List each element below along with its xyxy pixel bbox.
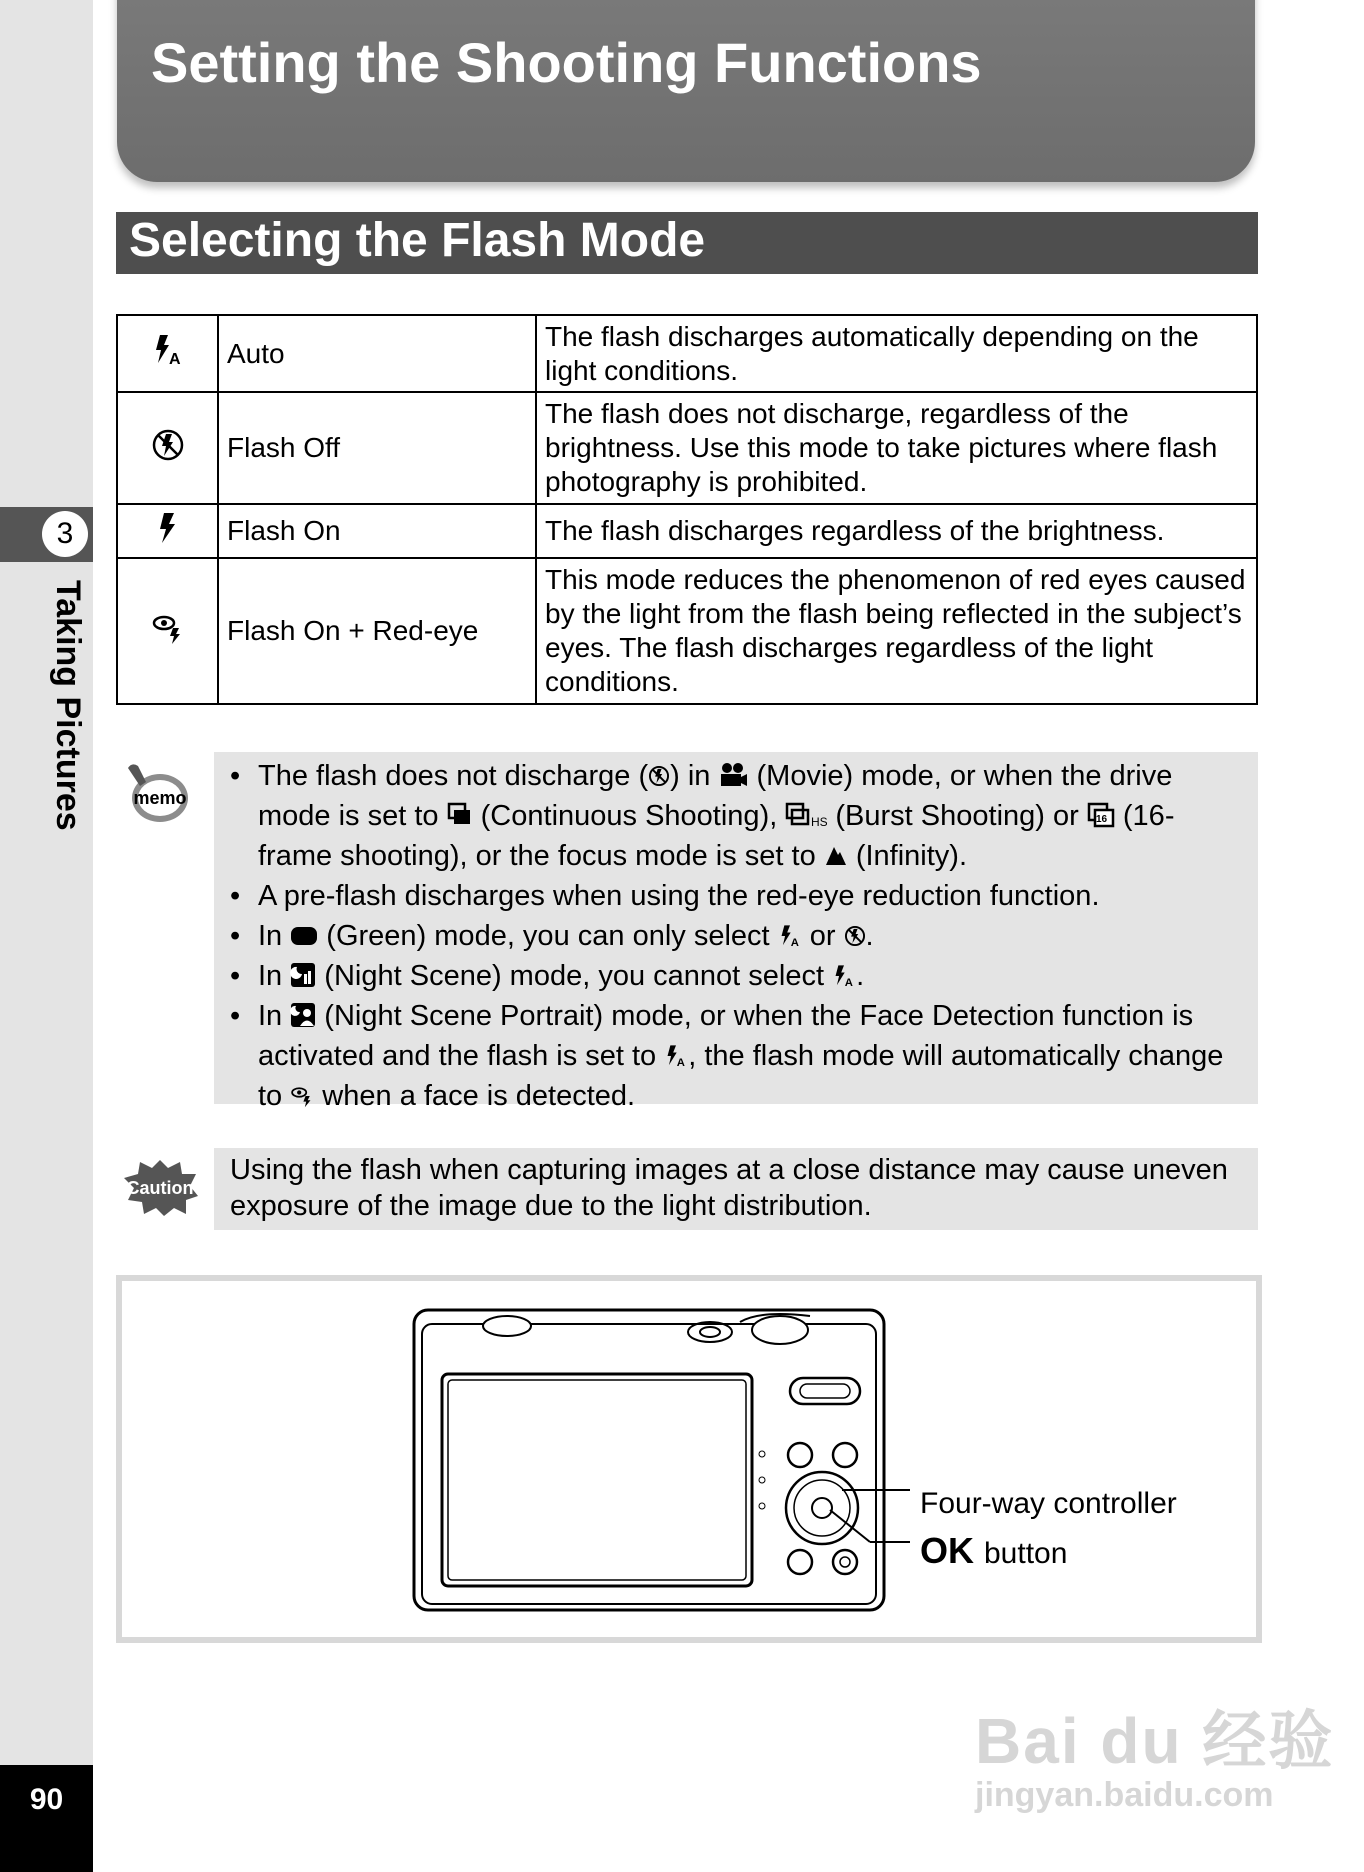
infinity-mountain-icon <box>824 843 848 867</box>
table-row <box>117 315 1257 392</box>
table-row <box>117 392 1257 504</box>
flash-auto-icon <box>778 924 802 948</box>
flash-off-icon <box>117 392 218 504</box>
flash-mode-description: The flash discharges automatically depending on the light conditions. <box>536 315 1257 392</box>
camera-back-illustration <box>410 1300 910 1620</box>
memo-bullet: • The flash does not discharge ( ) in (Movie) mode, or when the drive mode is set to (Continuous Shooting), HS (Burst Shooting) or 16 (16-frame shooting), or the focus mode is set to (Infinity). <box>228 756 1248 876</box>
svg-text:memo: memo <box>133 788 187 808</box>
movie-icon <box>718 762 748 788</box>
sixteen-frame-icon <box>1087 802 1115 828</box>
table-row <box>117 558 1257 704</box>
flash-redeye-icon <box>117 558 218 704</box>
memo-bullet: • A pre-flash discharges when using the red-eye reduction function. <box>228 876 1248 916</box>
memo-icon <box>122 760 192 829</box>
page-title: Setting the Shooting Functions <box>151 31 982 94</box>
memo-box <box>214 752 1258 1112</box>
four-way-controller-label: Four-way controller <box>920 1487 1177 1520</box>
ok-symbol: OK <box>920 1530 974 1571</box>
caution-box <box>214 1148 1258 1230</box>
chapter-number: 3 <box>42 511 88 557</box>
caution-icon <box>120 1158 200 1223</box>
page-number: 90 <box>0 1765 93 1872</box>
memo-bullet: • In (Night Scene) mode, you cannot select A . <box>228 956 1248 996</box>
svg-text:A: A <box>676 1056 686 1068</box>
burst-shooting-icon <box>785 802 827 828</box>
flash-mode-description: The flash does not discharge, regardless of the brightness. Use this mode to take pictures where flash photography is prohibited. <box>536 392 1257 504</box>
flash-mode-name: Flash On + Red-eye <box>218 558 536 704</box>
flash-auto-icon <box>832 964 856 988</box>
flash-mode-description: This mode reduces the phenomenon of red eyes caused by the light from the flash being reflected in the subject’s eyes. The flash discharges regardless of the light conditions. <box>536 558 1257 704</box>
flash-mode-table <box>116 314 1258 705</box>
side-band <box>0 0 93 1872</box>
memo-bullet: • In (Green) mode, you can only select A or . <box>228 916 1248 956</box>
flash-auto-icon <box>117 315 218 392</box>
svg-text:A: A <box>844 976 853 988</box>
flash-on-icon <box>117 504 218 558</box>
svg-text:A: A <box>168 351 181 367</box>
night-scene-portrait-icon <box>290 1002 316 1028</box>
flash-mode-name: Auto <box>218 315 536 392</box>
caution-text: Using the flash when capturing images at a close distance may cause uneven exposure of the image due to the light distribution. <box>230 1154 1228 1222</box>
memo-bullet: • In (Night Scene Portrait) mode, or when the Face Detection function is activated and the flash is set to A , the flash mode will automatically change to when a face is detected. <box>228 996 1248 1116</box>
night-scene-icon <box>290 962 316 988</box>
svg-text:HS: HS <box>811 815 828 828</box>
flash-off-icon <box>648 765 670 787</box>
svg-text:16: 16 <box>1095 814 1107 825</box>
continuous-shooting-icon <box>447 802 473 828</box>
flash-off-icon <box>844 925 866 947</box>
flash-mode-name: Flash Off <box>218 392 536 504</box>
svg-text:Caution: Caution <box>126 1178 194 1198</box>
flash-mode-description: The flash discharges regardless of the brightness. <box>536 504 1257 558</box>
flash-redeye-icon <box>290 1084 314 1108</box>
flash-auto-icon <box>664 1044 688 1068</box>
flash-mode-name: Flash On <box>218 504 536 558</box>
chapter-title: Taking Pictures <box>49 580 87 831</box>
green-mode-icon <box>290 925 318 947</box>
baidu-watermark: Bai du 经验 <box>975 1705 1335 1777</box>
ok-button-label: OK button <box>920 1530 1068 1571</box>
section-title: Selecting the Flash Mode <box>129 214 706 267</box>
svg-text:A: A <box>790 936 799 948</box>
table-row <box>117 504 1257 558</box>
baidu-watermark-url: jingyan.baidu.com <box>975 1776 1274 1814</box>
